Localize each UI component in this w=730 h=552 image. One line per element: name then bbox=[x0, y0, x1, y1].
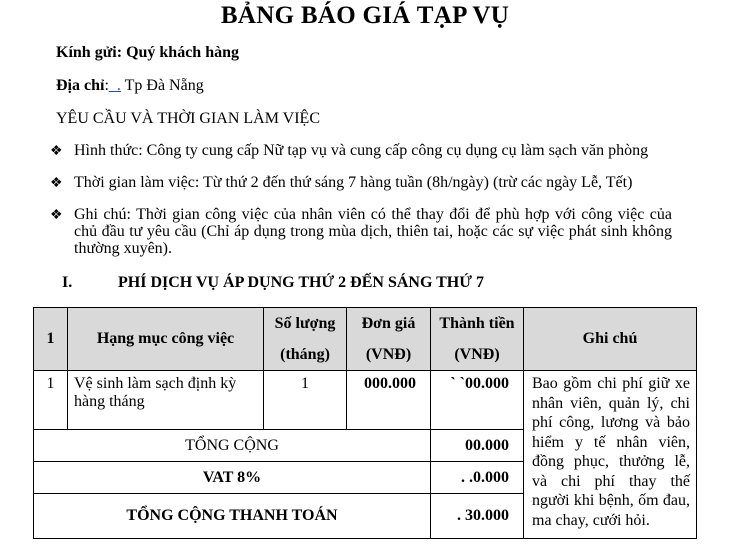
recipient-label: Kính gửi: bbox=[56, 44, 123, 61]
header-amount bbox=[431, 308, 524, 371]
diamond-bullet-icon: ❖ bbox=[50, 208, 63, 223]
bullet-item bbox=[50, 206, 672, 257]
row-amount: ` `00.000 bbox=[431, 371, 524, 430]
recipient-line bbox=[56, 44, 239, 62]
header-unit-price-line2: (VNĐ) bbox=[365, 346, 412, 363]
page-title: BẢNG BÁO GIÁ TẠP VỤ bbox=[220, 2, 510, 29]
header-quantity bbox=[264, 308, 347, 371]
header-amount-line2: (VNĐ) bbox=[454, 346, 500, 363]
price-table bbox=[33, 307, 697, 539]
header-quantity-line1: Số lượng bbox=[274, 315, 336, 332]
table-row bbox=[34, 371, 697, 430]
bullet-text: Thời gian làm việc: Từ thứ 2 đến thứ sáng 7 hàng tuần (8h/ngày) (trừ các ngày Lễ, Tết) bbox=[74, 174, 633, 191]
bullet-text: Ghi chú: Thời gian công việc của nhân viên có thể thay đổi để phù hợp với công việc của chủ đầu tư yêu cầu (Chỉ áp dụng trong mùa dịch, thiên tai, hoặc các sự việc phát sinh không thường xuyên). bbox=[74, 206, 672, 257]
requirements-heading: YÊU CẦU VÀ THỜI GIAN LÀM VIỆC bbox=[56, 110, 320, 127]
vat-label: VAT 8% bbox=[34, 462, 431, 494]
header-quantity-line2: (tháng) bbox=[280, 346, 330, 363]
header-index: 1 bbox=[34, 308, 68, 371]
address-value: Tp Đà Nẵng bbox=[124, 77, 204, 94]
recipient-value: Quý khách hàng bbox=[126, 44, 239, 61]
row-unit-price: 000.000 bbox=[347, 371, 431, 430]
header-amount-line1: Thành tiền bbox=[439, 315, 515, 332]
header-unit-price-line1: Đơn giá bbox=[361, 315, 416, 332]
row-quantity: 1 bbox=[264, 371, 347, 430]
section-heading bbox=[62, 274, 484, 292]
header-item: Hạng mục công việc bbox=[68, 308, 264, 371]
row-index: 1 bbox=[34, 371, 68, 430]
header-note: Ghi chú bbox=[524, 308, 697, 371]
diamond-bullet-icon: ❖ bbox=[50, 176, 63, 191]
vat-amount: . .0.000 bbox=[431, 462, 524, 494]
address-link[interactable]: _. bbox=[108, 77, 121, 94]
total-amount: . 30.000 bbox=[431, 494, 524, 539]
subtotal-amount: 00.000 bbox=[431, 430, 524, 462]
bullet-item bbox=[50, 174, 680, 192]
row-item: Vệ sinh làm sạch định kỳ hàng tháng bbox=[68, 371, 264, 430]
row-note: Bao gồm chi phí giữ xe nhân viên, quản lý, chi phí công, lương và bảo hiểm y tế nhân viên, đồng phục, thưởng lễ, và chi phí thay thế người khi bệnh, ốm đau, ma chay, cưới hỏi. bbox=[524, 371, 697, 539]
address-label: Địa chỉ bbox=[56, 77, 105, 94]
total-label: TỔNG CỘNG THANH TOÁN bbox=[34, 494, 431, 539]
header-unit-price bbox=[347, 308, 431, 371]
diamond-bullet-icon: ❖ bbox=[50, 144, 63, 159]
address-line bbox=[56, 77, 204, 95]
bullet-text: Hình thức: Công ty cung cấp Nữ tạp vụ và cung cấp công cụ dụng cụ làm sạch văn phòng bbox=[74, 142, 649, 159]
subtotal-label: TỔNG CỘNG bbox=[34, 430, 431, 462]
bullet-item bbox=[50, 142, 680, 160]
address-colon: : bbox=[104, 77, 109, 94]
section-title: PHÍ DỊCH VỤ ÁP DỤNG THỨ 2 ĐẾN SÁNG THỨ 7 bbox=[118, 274, 484, 291]
section-number: I. bbox=[62, 274, 73, 291]
table-header-row bbox=[34, 308, 697, 371]
